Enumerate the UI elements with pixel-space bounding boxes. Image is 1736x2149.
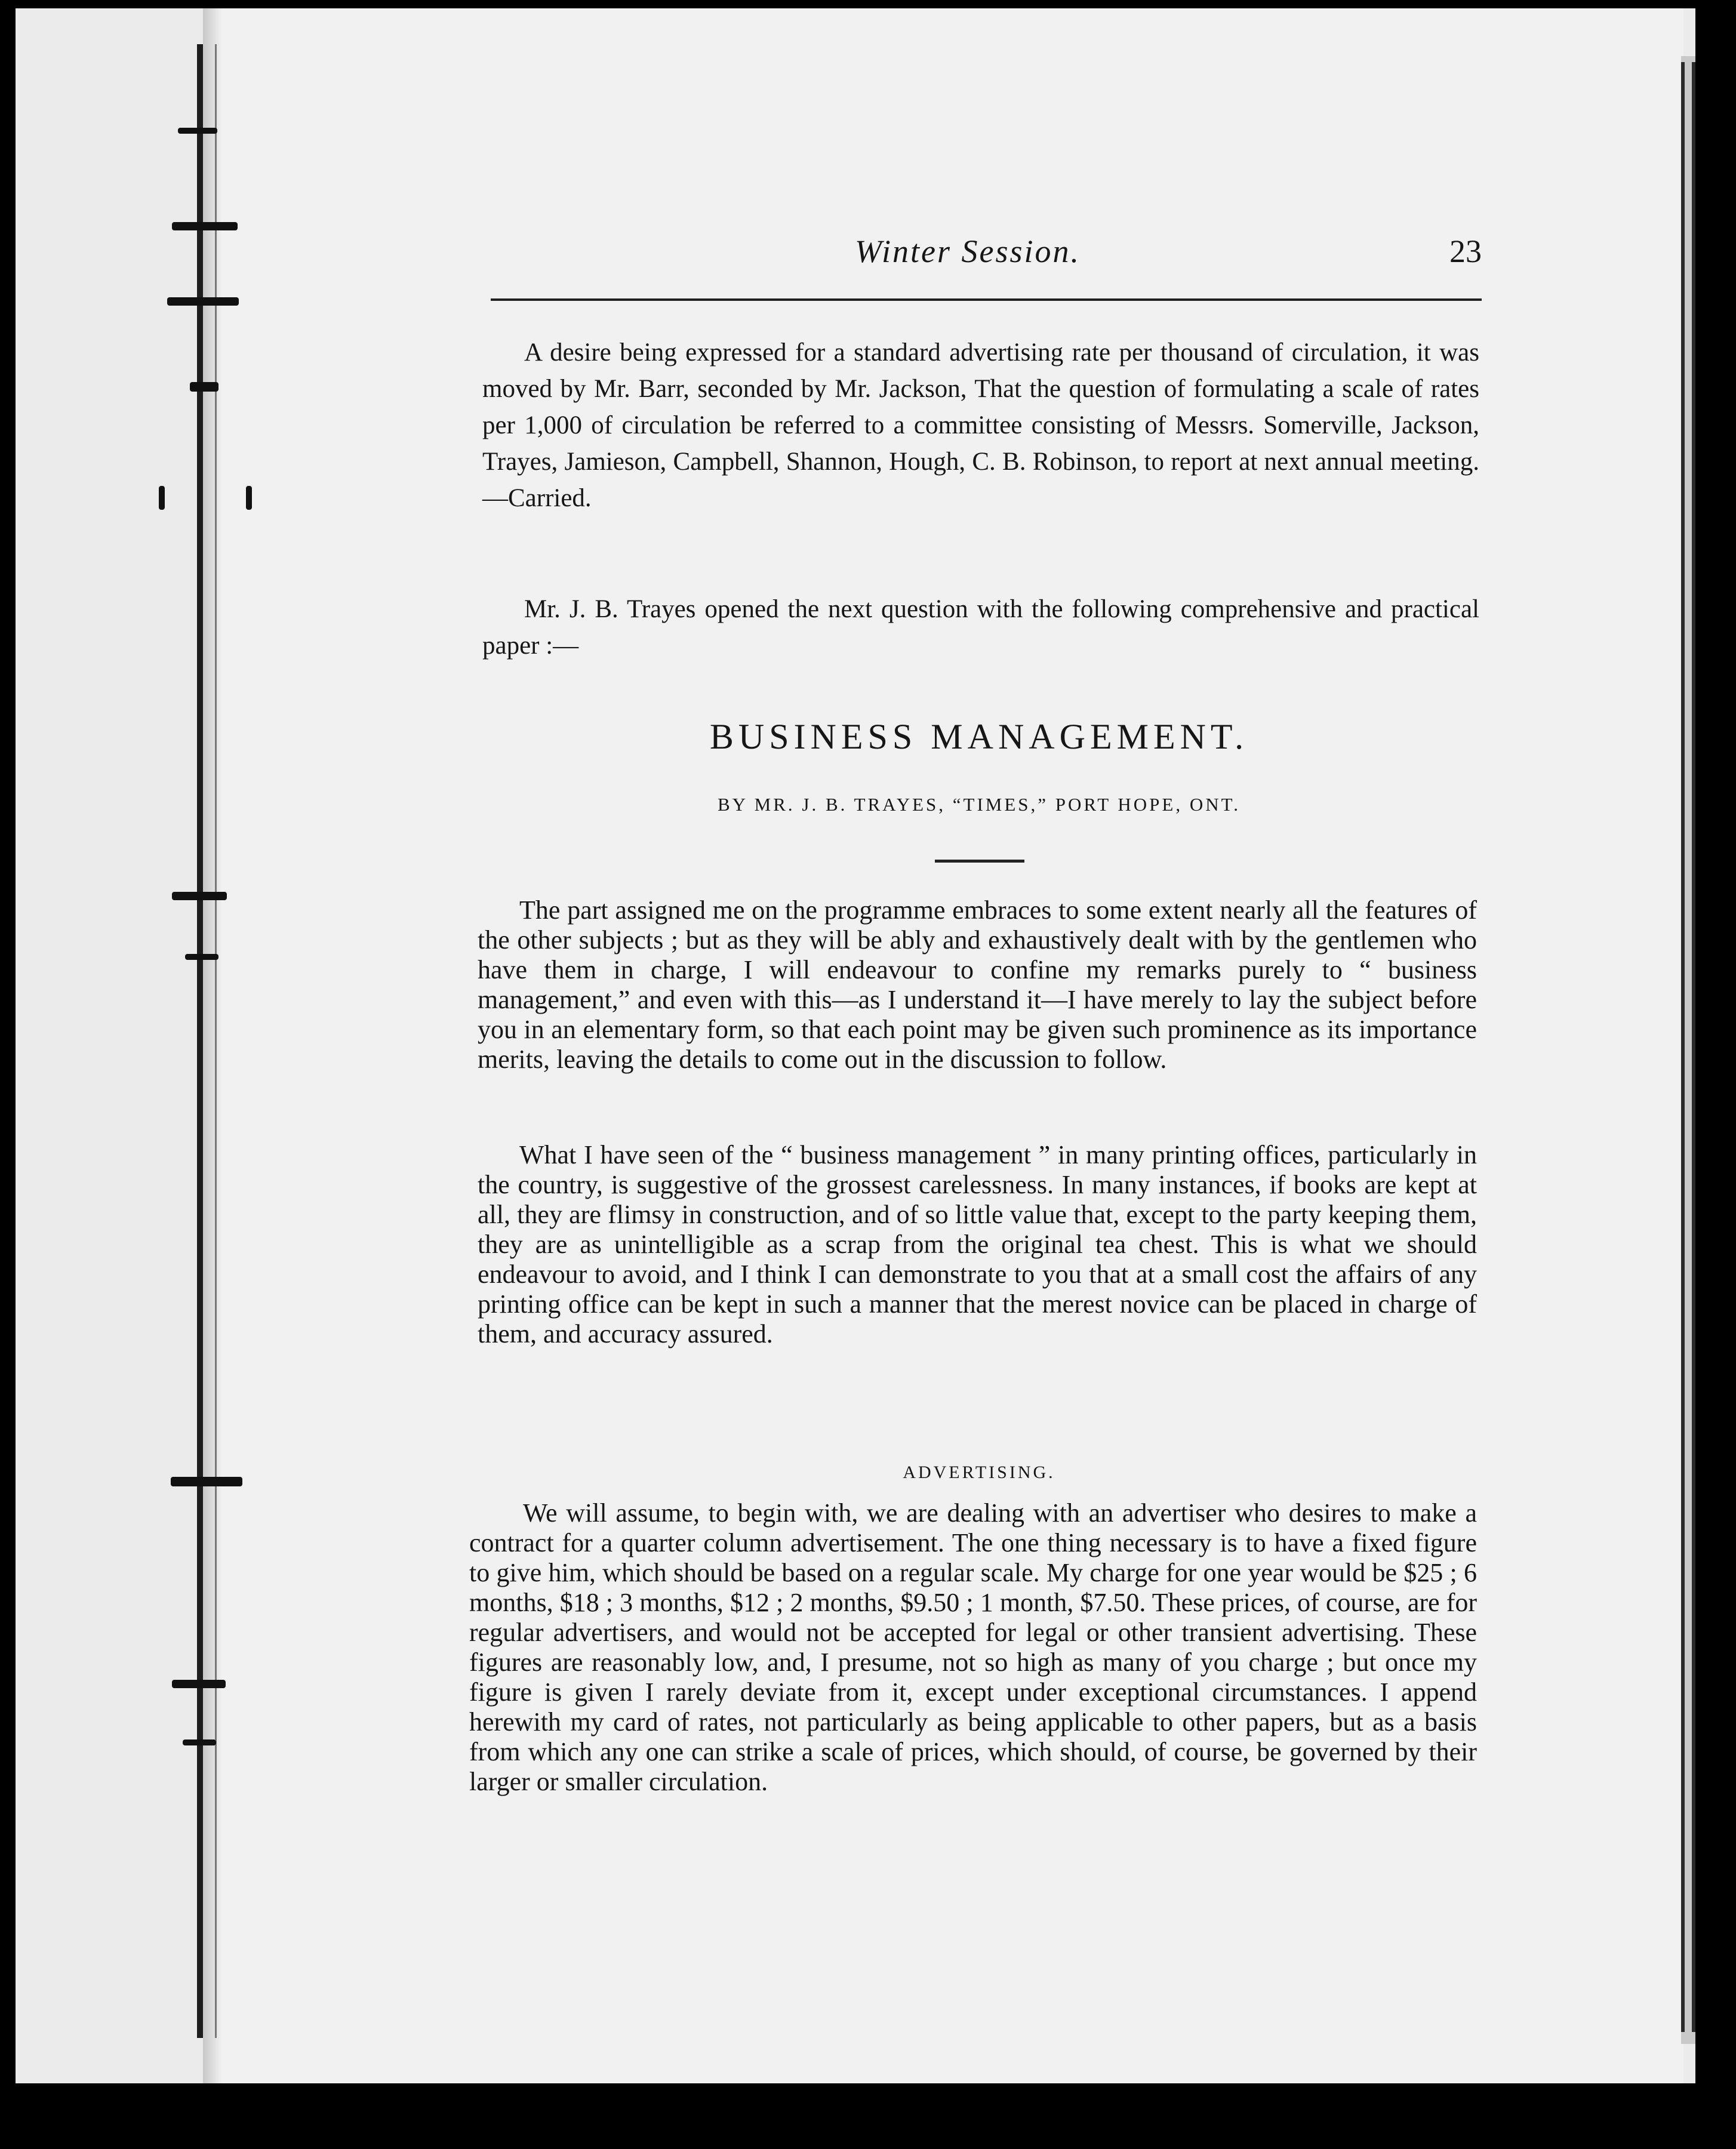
binding-thread-mark [172,892,227,900]
binding-thread-mark [185,954,218,960]
running-header [491,233,1482,287]
article-byline: BY MR. J. B. TRAYES, “TIMES,” PORT HOPE, ONT. [717,794,1241,815]
section-heading: ADVERTISING. [903,1463,1055,1482]
binding-thread-mark [183,1739,216,1745]
title-separator-rule [935,860,1024,863]
page-number: 23 [1449,233,1482,269]
binding-thread-mark [190,382,218,392]
page-fold-shadow [203,8,222,2083]
binding-thread-mark [172,1680,226,1688]
header-rule [491,298,1482,301]
committee-motion-paragraph: A desire being expressed for a standard advertising rate per thousand of circulation, it was moved by Mr. Barr, seconded by Mr. Jackson, That the question of formulating a scale of rates per 1,000 of circulation be referred to a committee consisting of Messrs. Somerville, Jackson, Trayes, Jamieson, Campbell, Shannon, Hough, C. B. Robinson, to report at next annual meeting.—Carried. [482,338,1479,512]
introduction-paragraph: Mr. J. B. Trayes opened the next question with the following comprehensive and practical paper :— [482,595,1479,660]
binding-thread-mark [178,128,217,134]
page-edge-line [1681,62,1685,2032]
binding-thread-mark [246,486,252,510]
article-title: BUSINESS MANAGEMENT. [709,717,1249,756]
article-paragraph: What I have seen of the “ business management ” in many printing offices, particularly in the country, is suggestive of the grossest carelessness. In many instances, if books are kept at all, they are flimsy in construction, and of so little value that, except to the party keeping them, they are as unintelligible as a scrap from the original tea chest. This is what we should endeavour to avoid, and I think I can demonstrate to you that at a small cost the affairs of any printing office can be kept in such a manner that the merest novice can be placed in charge of them, and accuracy assured. [478,1140,1477,1348]
advertising-paragraph: We will assume, to begin with, we are dealing with an advertiser who desires to make a contract for a quarter column advertisement. The one thing necessary is to have a fixed figure to give him, which should be based on a regular scale. My charge for one year would be $25 ; 6 months, $18 ; 3 months, $12 ; 2 months, $9.50 ; 1 month, $7.50. These prices, of course, are for regular advertisers, and would not be accepted for legal or other transient advertising. These figures are reasonably low, and, I presume, not so high as many of you charge ; but once my figure is given I rarely deviate from it, except under exceptional circumstances. I append herewith my card of rates, not particularly as being applicable to other papers, but as a basis from which any one can strike a scale of prices, which should, of course, be governed by their larger or smaller circulation. [469,1498,1477,1796]
binding-thread-mark [167,297,239,306]
binding-thread-mark [159,486,165,510]
binding-thread-mark [172,222,238,230]
binding-stitch-line [215,44,217,2038]
binding-thread-mark [171,1477,242,1486]
binding-spine [197,44,203,2038]
page-edge-line [1692,62,1695,2032]
article-paragraph: The part assigned me on the programme embraces to some extent nearly all the features of the other subjects ; but as they will be ably and exhaustively dealt with by the gentlemen who have them in charge, I will endeavour to confine my remarks purely to “ business management,” and even with this—as I understand it—I have merely to lay the subject before you in an elementary form, so that each point may be given such prominence as its importance merits, leaving the details to come out in the discussion to follow. [478,895,1477,1074]
running-title: Winter Session. [855,233,1081,269]
